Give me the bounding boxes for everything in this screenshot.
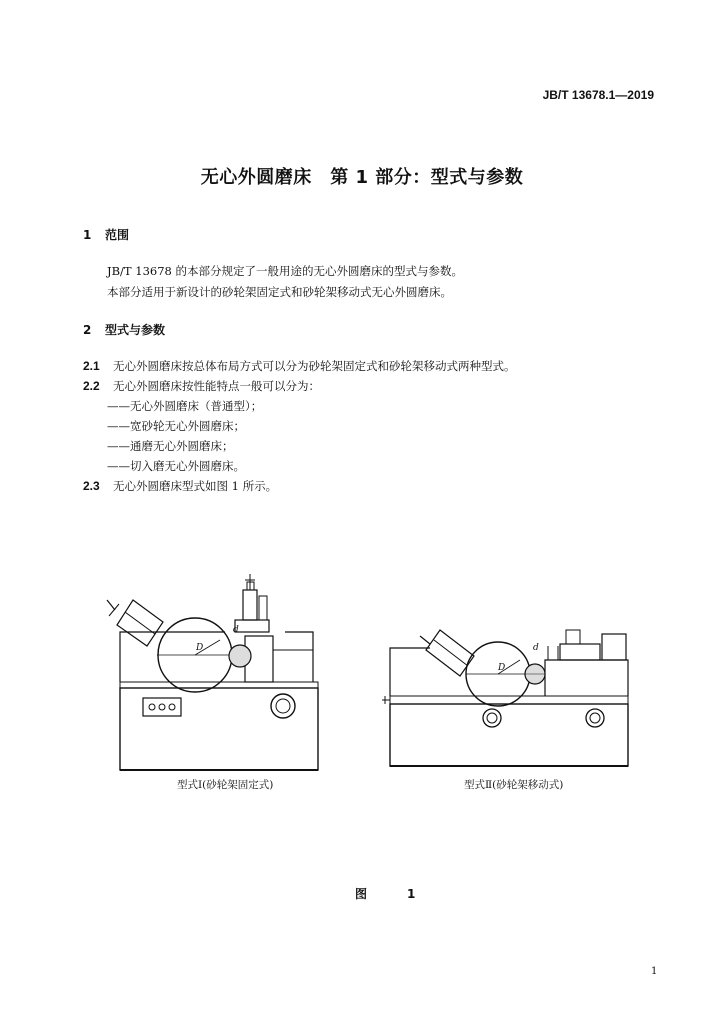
label-d: d	[533, 643, 539, 653]
section-2-title: 型式与参数	[105, 323, 166, 337]
list-item: ——宽砂轮无心外圆磨床；	[107, 419, 245, 433]
clause-text: 无心外圆磨床型式如图 1 所示。	[113, 479, 278, 493]
page-title: 无心外圆磨床 第 1 部分：型式与参数	[200, 167, 524, 188]
clause-text: 无心外圆磨床按性能特点一般可以分为：	[113, 379, 320, 393]
label-D: D	[196, 643, 204, 653]
standard-number: JB/T 13678.1—2019	[542, 88, 654, 102]
label-D: D	[498, 663, 506, 673]
clause-text: 无心外圆磨床按总体布局方式可以分为砂轮架固定式和砂轮架移动式两种型式。	[113, 359, 516, 373]
list-item: ——切入磨无心外圆磨床。	[107, 459, 245, 473]
label-d: d	[233, 625, 239, 635]
machine-type-2-drawing	[380, 600, 640, 770]
section-2-heading	[83, 321, 165, 338]
clause-number: 2.2	[83, 379, 100, 393]
figure-title: 图 1	[355, 887, 430, 901]
clause-2-1	[83, 358, 516, 374]
section-2-number: 2	[83, 323, 92, 337]
list-item: ——无心外圆磨床（普通型）；	[107, 399, 263, 413]
section-1-number: 1	[83, 228, 92, 242]
section-1-paragraph-2: 本部分适用于新设计的砂轮架固定式和砂轮架移动式无心外圆磨床。	[107, 285, 452, 299]
right-figure-caption: 型式Ⅱ(砂轮架移动式)	[464, 779, 564, 791]
section-1-paragraph-1: JB/T 13678 的本部分规定了一般用途的无心外圆磨床的型式与参数。	[107, 264, 463, 278]
list-item: ——通磨无心外圆磨床；	[107, 439, 234, 453]
clause-number: 2.1	[83, 359, 100, 373]
page-number: 1	[651, 966, 658, 977]
clause-2-2	[83, 378, 320, 394]
clause-2-3	[83, 478, 277, 494]
left-figure-caption: 型式Ⅰ(砂轮架固定式)	[177, 779, 274, 791]
section-1-title: 范围	[105, 228, 130, 242]
section-1-heading	[83, 226, 129, 243]
machine-type-1-drawing	[95, 570, 335, 775]
clause-number: 2.3	[83, 479, 100, 493]
